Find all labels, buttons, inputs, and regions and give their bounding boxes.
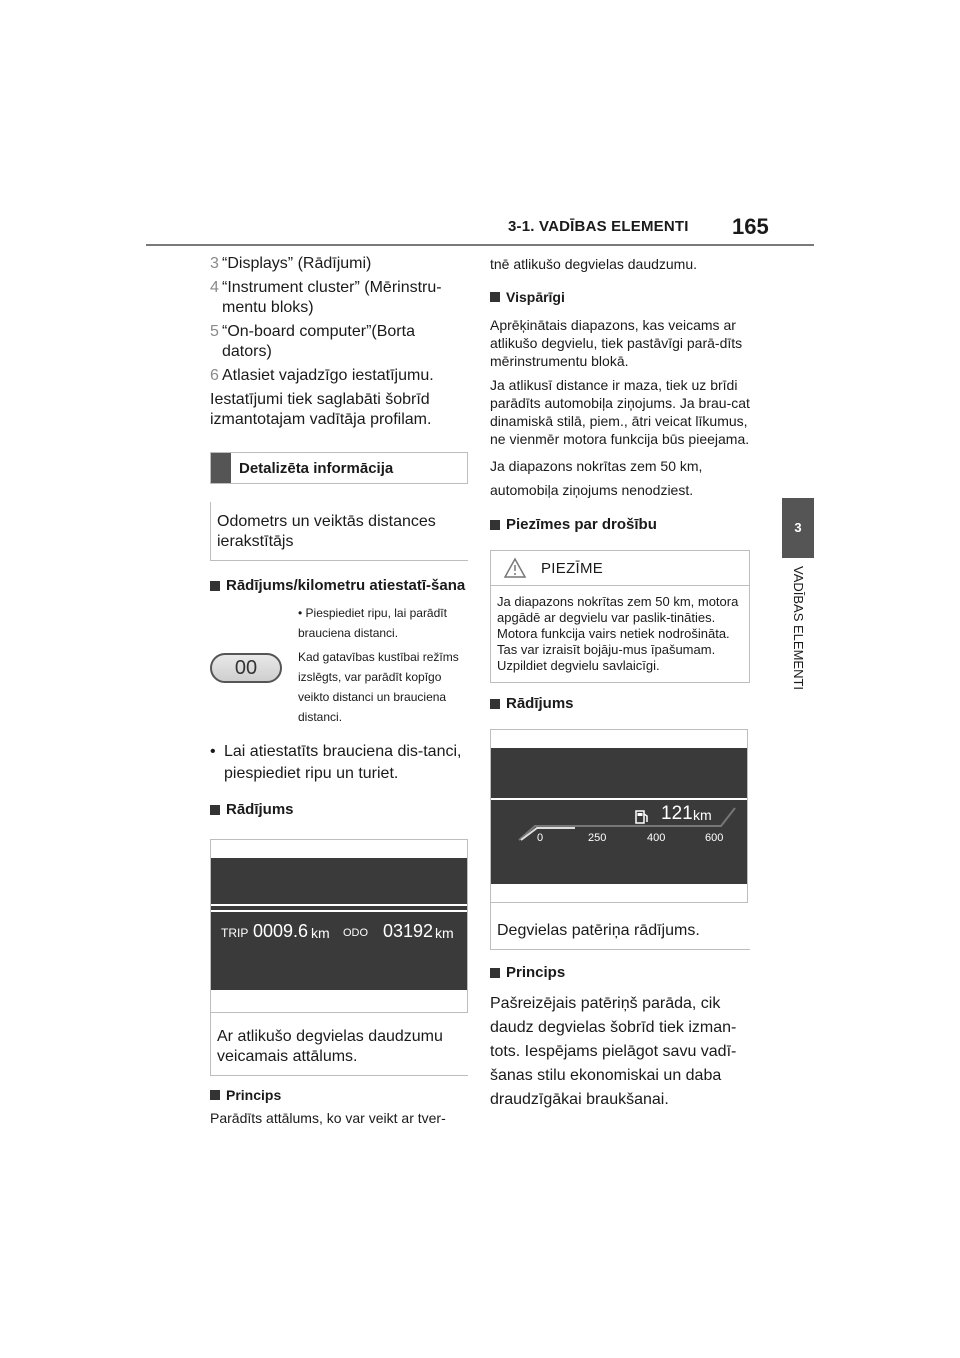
note-header: [491, 551, 749, 586]
trip-unit: km: [311, 925, 330, 941]
odo-label: ODO: [343, 927, 369, 939]
note-body: Ja diapazons nokrītas zem 50 km, motora apgādē ar degvielu var paslik-tināties. Motora funkcija vairs netiek nodrošināta. Tas var izraisīt bojāju-mus īpašumam. Uzpildiet degvielu savlaicīgi.: [497, 594, 739, 673]
principle-heading-text: Princips: [226, 1087, 282, 1103]
page-number: 165: [732, 214, 769, 239]
left-column: [210, 254, 468, 1128]
chapter-label: VADĪBAS ELEMENTI: [791, 566, 806, 691]
range-value: 121: [661, 803, 693, 824]
principle-text-right: Pašreizējais patēriņš parāda, cik daudz degvielas šobrīd tiek izman-tots. Iespējams pielāgot savu vadī-šanas stilu ekonomiskai un daba draudzīgākai braukšanai.: [490, 995, 737, 1108]
heading-square-icon: [490, 520, 500, 530]
step-text: “Instrument cluster” (Mērinstru-mentu bloks): [222, 279, 442, 316]
chapter-tab: 3: [782, 498, 814, 558]
reset-icon-row: [210, 603, 468, 727]
note-title: PIEZĪME: [541, 559, 604, 577]
heading-square-icon: [490, 699, 500, 709]
settings-saved-text: Iestatījumi tiek saglabāti šobrīd izmantotajam vadītāja profilam.: [210, 391, 432, 428]
reset-bullet-text: Lai atiestatīts brauciena dis-tanci, piespiediet ripu un turiet.: [224, 743, 462, 782]
odo-unit: km: [435, 925, 454, 941]
reset-heading-text: Rādījums/kilometru atiestatī-šana: [226, 577, 466, 594]
heading-square-icon: [490, 968, 500, 978]
scale-tick-label: 400: [647, 832, 666, 844]
step-text: “Displays” (Rādījumi): [222, 255, 372, 272]
principle-text-left: Parādīts attālums, ko var veikt ar tver-: [210, 1110, 446, 1126]
step-number: 5: [210, 323, 219, 340]
display-heading-text: Rādījums: [506, 695, 574, 712]
general-heading: [490, 286, 750, 308]
scale-tick-label: 0: [537, 832, 544, 844]
display-heading-text: Rādījums: [226, 801, 294, 818]
step-text: “On-board computer”(Borta dators): [222, 323, 415, 360]
info-box-title: Detalizēta informācija: [239, 459, 394, 477]
note-box: [490, 550, 750, 683]
trip-reset-knob-icon: 00: [210, 653, 282, 683]
display-heading: [210, 799, 468, 821]
general-paragraph-2: Ja atlikusī distance ir maza, tiek uz brīdi parādīts automobiļa ziņojums. Ja brau-cat dinamiskā stilā, piem., ātri veicat līkumus, ne vienmēr motora funkcija būs pieejama.: [490, 377, 750, 447]
heading-square-icon: [490, 292, 500, 302]
trip-value: 0009.6: [253, 921, 309, 941]
info-box-header: [210, 452, 468, 484]
odo-value: 03192: [383, 921, 434, 941]
principle-heading-left: [210, 1084, 468, 1106]
warning-triangle-icon: [503, 557, 527, 579]
odometer-display: [210, 839, 468, 1013]
safety-heading: [490, 514, 750, 536]
header-divider: [146, 244, 814, 246]
section-title: 3-1. VADĪBAS ELEMENTI: [508, 218, 689, 235]
fuel-pump-icon: [633, 808, 651, 826]
heading-square-icon: [210, 1090, 220, 1100]
reset-heading: [210, 575, 468, 597]
fuel-range-display: [490, 729, 748, 903]
scale-tick-label: 600: [705, 832, 724, 844]
odometer-caption: Ar atlikušo degvielas daudzumu veicamais attālums.: [210, 1013, 468, 1076]
reset-icon-wrap: [210, 603, 298, 727]
step-number: 3: [210, 255, 219, 272]
general-paragraph-4: automobiļa ziņojums nenodziest.: [490, 482, 694, 498]
step-number: 6: [210, 367, 219, 384]
reset-note-2: Kad gatavības kustībai režīms izslēgts, var parādīt kopīgo veikto distanci un brauciena distanci.: [298, 650, 459, 724]
step-number: 4: [210, 279, 219, 296]
step-item: [210, 278, 468, 318]
scale-tick-label: 250: [588, 832, 607, 844]
reset-bullet: • Lai atiestatīts brauciena dis-tanci, piespiediet ripu un turiet.: [210, 741, 468, 785]
general-paragraph-3: Ja diapazons nokrītas zem 50 km,: [490, 458, 703, 474]
info-box-body: Odometrs un veiktās distances ierakstītājs: [210, 502, 468, 561]
info-box-marker: [211, 453, 231, 483]
general-heading-text: Vispārīgi: [506, 289, 565, 305]
range-unit: km: [693, 807, 712, 823]
right-column: [490, 254, 750, 1112]
continued-text: tnē atlikušo degvielas daudzumu.: [490, 256, 698, 272]
heading-square-icon: [210, 805, 220, 815]
step-item: [210, 366, 468, 386]
step-item: [210, 254, 468, 274]
principle-heading-text: Princips: [506, 964, 566, 981]
display-heading-right: [490, 693, 750, 715]
general-paragraph-1: Aprēķinātais diapazons, kas veicams ar atlikušo degvielu, tiek pastāvīgi parā-dīts mērinstrumentu blokā.: [490, 317, 743, 369]
fuel-caption: Degvielas patēriņa rādījums.: [490, 903, 750, 950]
trip-label: TRIP: [221, 926, 249, 940]
heading-square-icon: [210, 581, 220, 591]
safety-heading-text: Piezīmes par drošību: [506, 516, 657, 533]
principle-heading-right: [490, 962, 750, 984]
step-text: Atlasiet vajadzīgo iestatījumu.: [222, 367, 434, 384]
step-item: [210, 322, 468, 362]
reset-note-1: • Piespiediet ripu, lai parādīt brauciena distanci.: [298, 606, 447, 640]
reset-icon-notes: [298, 603, 468, 727]
